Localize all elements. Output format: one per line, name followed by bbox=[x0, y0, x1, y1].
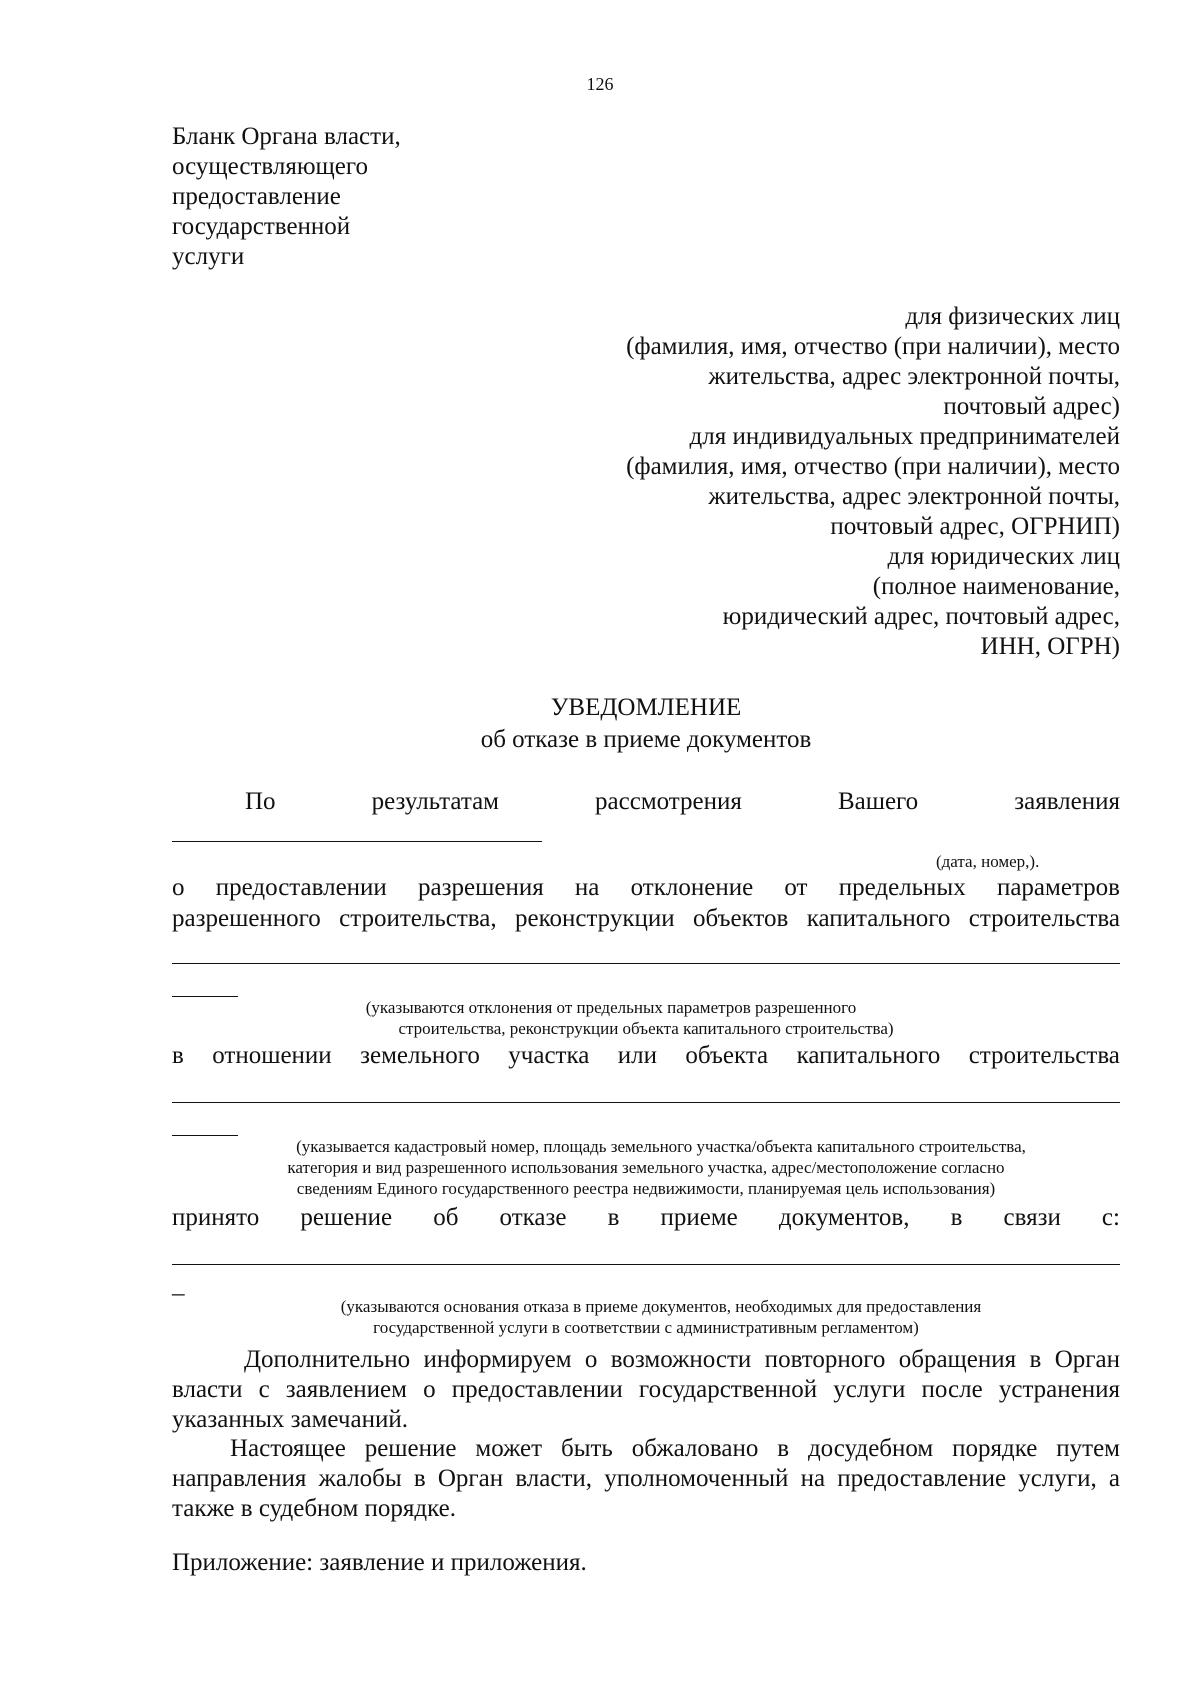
hint-line: строительства, реконструкции объекта капитального строительства) bbox=[398, 1019, 894, 1038]
addressee-block bbox=[560, 302, 1120, 662]
paragraph-appeal bbox=[172, 1434, 1120, 1524]
word: капитального bbox=[796, 1042, 941, 1069]
hint-grounds bbox=[172, 1296, 1120, 1338]
fill-in-line-grounds[interactable] bbox=[172, 1264, 1120, 1265]
word: отношении bbox=[212, 1042, 332, 1069]
word: предельных bbox=[838, 874, 966, 901]
paragraph-line: власти с заявлением о предоставлении государственной услуги после устранения bbox=[172, 1376, 1120, 1403]
word: Вашего bbox=[837, 788, 919, 815]
hint-line: (указывается кадастровый номер, площадь земельного участка/объекта капитального строительства, bbox=[296, 1137, 1026, 1156]
addressee-line: для индивидуальных предпринимателей bbox=[689, 423, 1120, 450]
word: связи bbox=[1003, 1204, 1061, 1231]
paragraph-line: Настоящее решение может быть обжаловано в досудебном порядке путем bbox=[230, 1435, 1120, 1462]
word: в bbox=[607, 1204, 620, 1231]
addressee-line: почтовый адрес) bbox=[943, 393, 1120, 420]
hint-cadastral bbox=[172, 1136, 1120, 1199]
addressee-line: жительства, адрес электронной почты, bbox=[708, 483, 1120, 510]
word: параметров bbox=[996, 874, 1120, 901]
blank-header-line: Бланк Органа власти, bbox=[172, 123, 401, 150]
word: об bbox=[433, 1204, 459, 1231]
paragraph-line: указанных замечаний. bbox=[172, 1406, 408, 1433]
text-line-provision bbox=[172, 873, 1120, 903]
word: решение bbox=[300, 1204, 393, 1231]
word: в bbox=[950, 1204, 963, 1231]
document-title: УВЕДОМЛЕНИЕ bbox=[550, 694, 742, 721]
paragraph-line: Дополнительно информируем о возможности повторного обращения в Орган bbox=[244, 1346, 1120, 1373]
hint-line: категория и вид разрешенного использования земельного участка, адрес/местоположение согласно bbox=[287, 1158, 1005, 1177]
attachment-note: Приложение: заявление и приложения. bbox=[172, 1549, 587, 1576]
paragraph-resubmission bbox=[172, 1345, 1120, 1435]
word: строительства bbox=[968, 1042, 1120, 1069]
addressee-line: (полное наименование, bbox=[872, 573, 1120, 600]
blank-header-line: государственной bbox=[172, 213, 351, 240]
hint-date-number: (дата, номер,). bbox=[936, 852, 1040, 871]
text-line-construction: разрешенного строительства, реконструкции объектов капитального строительства bbox=[172, 905, 1120, 932]
word: с: bbox=[1101, 1204, 1120, 1231]
blank-header-line: осуществляющего bbox=[172, 153, 368, 180]
addressee-line: почтовый адрес, ОГРНИП) bbox=[830, 513, 1120, 540]
word: о bbox=[172, 874, 185, 901]
word: объекта bbox=[685, 1042, 769, 1069]
word: разрешения bbox=[418, 874, 544, 901]
word: отказе bbox=[499, 1204, 567, 1231]
hint-deviations bbox=[172, 997, 1120, 1039]
word: результатам bbox=[371, 788, 499, 815]
underscore-mark: _ bbox=[172, 1271, 185, 1298]
word: или bbox=[617, 1042, 657, 1069]
addressee-line: жительства, адрес электронной почты, bbox=[708, 363, 1120, 390]
paragraph-line: направления жалобы в Орган власти, уполномоченный на предоставление услуги, а bbox=[172, 1465, 1120, 1492]
word: рассмотрения bbox=[595, 788, 742, 815]
authority-blank-header bbox=[172, 122, 401, 272]
blank-header-line: услуги bbox=[172, 243, 245, 270]
word: от bbox=[784, 874, 808, 901]
word: заявления bbox=[1014, 788, 1120, 815]
blank-header-line: предоставление bbox=[172, 183, 341, 210]
hint-line: (указываются отклонения от предельных параметров разрешенного bbox=[365, 998, 857, 1017]
addressee-line: ИНН, ОГРН) bbox=[980, 633, 1120, 660]
word: отклонение bbox=[630, 874, 754, 901]
word: принято bbox=[172, 1204, 260, 1231]
paragraph-line: также в судебном порядке. bbox=[172, 1495, 456, 1522]
fill-in-line-cadastral[interactable] bbox=[172, 1102, 1120, 1103]
word: земельного bbox=[360, 1042, 480, 1069]
fill-in-line-deviations[interactable] bbox=[172, 963, 1120, 964]
word: приеме bbox=[660, 1204, 738, 1231]
document-subtitle: об отказе в приеме документов bbox=[480, 726, 812, 753]
word: участка bbox=[508, 1042, 590, 1069]
hint-line: (указываются основания отказа в приеме документов, необходимых для предоставления bbox=[340, 1297, 982, 1316]
hint-line: сведениям Единого государственного реестра недвижимости, планируемая цель использования) bbox=[296, 1179, 996, 1198]
word: на bbox=[574, 874, 600, 901]
addressee-line: для физических лиц bbox=[905, 303, 1120, 330]
text-line-results bbox=[245, 787, 1120, 817]
page-number: 126 bbox=[586, 74, 614, 94]
addressee-line: (фамилия, имя, отчество (при наличии), место bbox=[626, 453, 1120, 480]
word: По bbox=[245, 788, 276, 815]
fill-in-line-application[interactable] bbox=[172, 841, 542, 842]
addressee-line: (фамилия, имя, отчество (при наличии), место bbox=[626, 333, 1120, 360]
hint-line: государственной услуги в соответствии с административным регламентом) bbox=[373, 1318, 919, 1337]
addressee-line: для юридических лиц bbox=[887, 543, 1120, 570]
text-line-land-plot bbox=[172, 1041, 1120, 1071]
word: предоставлении bbox=[215, 874, 387, 901]
word: документов, bbox=[778, 1204, 910, 1231]
addressee-line: юридический адрес, почтовый адрес, bbox=[722, 603, 1120, 630]
text-line-decision bbox=[172, 1203, 1120, 1233]
word: в bbox=[172, 1042, 184, 1069]
